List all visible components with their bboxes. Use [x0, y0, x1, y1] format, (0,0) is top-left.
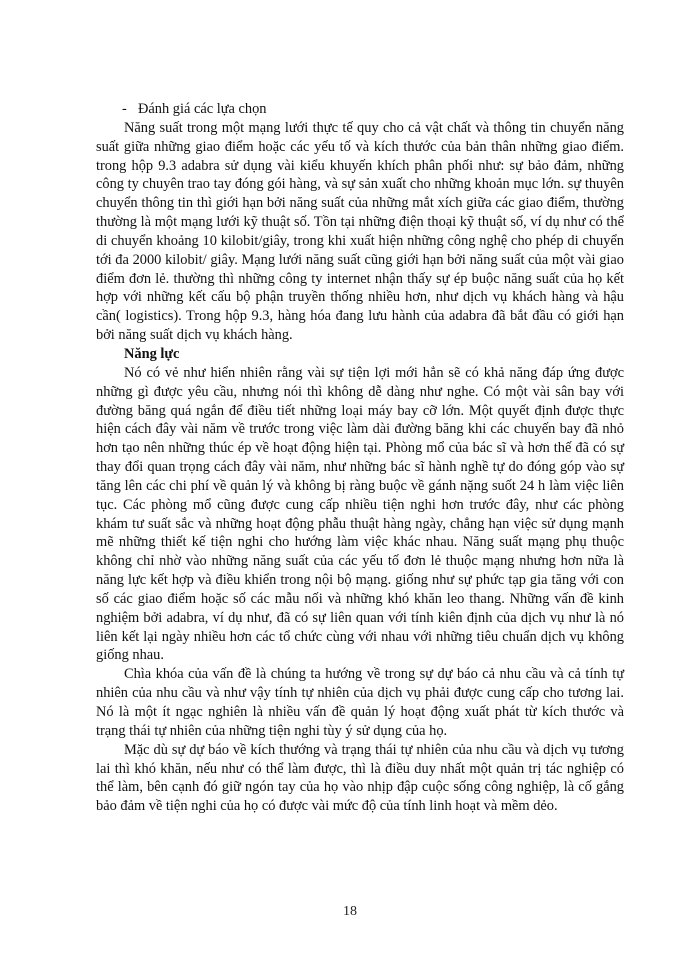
page-number: 18: [343, 904, 357, 919]
paragraph-forecast-key: Chìa khóa của vấn đề là chúng ta hướng về trong sự dự báo cả nhu cầu và cả tính tự nhiên của nhu cầu và như vậy tính tự nhiên của dịch vụ phải được cung cấp cho tương lai. Nó là một ít ngạc nghiên là nhiều vấn đề quản lý hoạt động xuất phát từ kích thước và trạng thái tự nhiên của những tiện nghi tùy ý sử dụng của họ.: [96, 666, 624, 739]
bullet-item: [96, 100, 624, 119]
bullet-marker: -: [122, 101, 127, 117]
paragraph-capacity-output: Năng suất trong một mạng lưới thực tế quy cho cả vật chất và thông tin chuyển năng suất giữa những giao điểm hoặc các yếu tố và kích thước của bản thân những giao điểm. trong hộp 9.3 adabra sử dụng vài kiểu khuyến khích phân phối như: sự bảo đảm, những công ty chuyên trao tay đóng gói hàng, và sự sản xuất cho những khoản mục lớn. sự thuyên chuyển thông tin thì giới hạn bởi năng suất của những mắt xích giữa các giao điểm, thường thường là một mạng lưới kỹ thuật số. Tồn tại những điện thoại kỹ thuật số, ví dụ như có thể di chuyển khoảng 10 kilobit/giây, trong khi xuất hiện những công nghệ cho phép di chuyển tới đa 2000 kilobit/ giây. Mạng lưới năng suất cũng giới hạn bởi năng suất của một vài giao điểm đơn lẻ. thường thì những công ty internet nhận thấy sự ép buộc năng suất của họ kết hợp với những kết cấu bộ phận truyền thống nhiều hơn, như dịch vụ khách hàng và hậu cần( logistics). Trong hộp 9.3, hàng hóa đang lưu hành của adabra đã bắt đầu có giới hạn bởi năng suất dịch vụ khách hàng.: [96, 119, 624, 344]
paragraph-flexibility: Mặc dù sự dự báo về kích thướng và trạng thái tự nhiên của nhu cầu và dịch vụ tương lai thì khó khăn, nếu như có thể làm được, thì là điều duy nhất một quản trị tác nghiệp có thể làm, bên cạnh đó giữ ngón tay của họ vào nhịp đập cuộc sống công nghiệp, là cố gắng bảo đảm về tiện nghi của họ có được vài mức độ của tính linh hoạt và mềm dẻo.: [96, 741, 624, 815]
paragraph-capability: Nó có vẻ như hiển nhiên rằng vài sự tiện lợi mới hẳn sẽ có khả năng đáp ứng được những gì được yêu cầu, nhưng nói thì không dễ dàng như nghe. Có một vài sân bay với đường băng quá ngắn để điều tiết những loại máy bay cỡ lớn. Một quyết định được thực hiện cách đây vài năm về trước trong việc làm dài đường băng khi các chuyến bay đã nhỏ hơn tạo nên những thúc ép về hoạt động hiện tại. Phòng mổ của bác sĩ và hơn thế đã có sự thay đổi quan trọng cách đây vài năm, như những bác sĩ hành nghề tự do đóng góp vào sự tăng lên các chi phí về quản lý và không bị ràng buộc về gánh nặng suốt 24 h làm việc liên tục. Các phòng mổ cũng được cung cấp nhiều tiện nghi hơn trước đây, như các phòng khám tư suất sắc và những hoạt động phẫu thuật hàng ngày, chẳng hạn việc sử dụng mạnh mẽ những thiết kế tiện nghi cho hướng làm việc khác nhau. Năng suất mạng phụ thuộc không chỉ nhờ vào những năng suất của các yếu tố đơn lẻ thuộc mạng nhưng hơn nữa là năng lực kết hợp và điều khiển trong nội bộ mạng. giống như sự phức tạp gia tăng với con số các giao điểm hoặc số các mẫu nối và những khó khăn leo thang. Những vấn đề kinh nghiệm bởi adabra, ví dụ như, đã có sự liên quan với tính kiên định của dịch vụ như là nó liên kết lại ngày nhiều hơn các tổ chức cùng với nhau với những tiêu chuẩn dịch vụ không giống nhau.: [96, 364, 624, 664]
bullet-title: Đánh giá các lựa chọn: [138, 101, 267, 117]
page-body: [96, 100, 624, 816]
section-heading: Năng lực: [124, 345, 180, 362]
